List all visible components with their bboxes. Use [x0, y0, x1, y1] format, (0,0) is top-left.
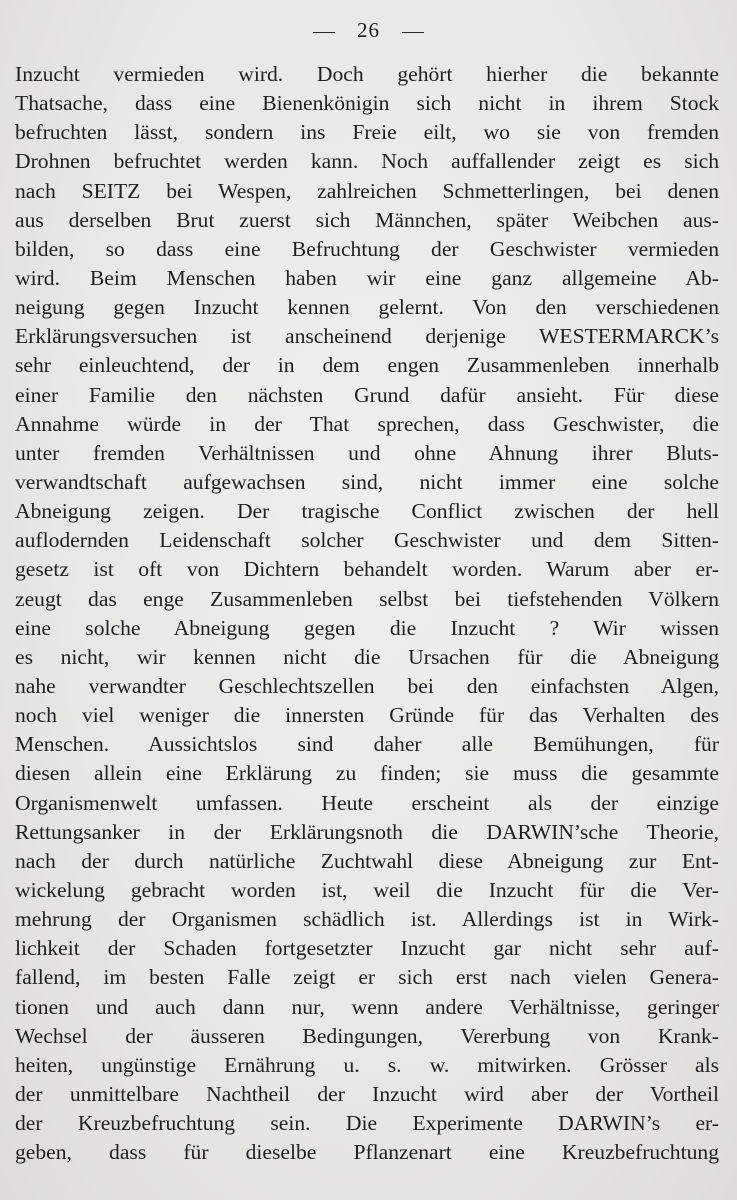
text-line: Inzucht vermieden wird. Doch gehört hierher die bekannte — [15, 62, 719, 86]
text-line: tionen und auch dann nur, wenn andere Verhältnisse, geringer — [15, 994, 719, 1019]
text-line: Organismenwelt umfassen. Heute erscheint als der einzige — [15, 790, 719, 815]
text-line: diesen allein eine Erklärung zu finden; sie muss die gesammte — [15, 761, 719, 786]
header-dash-right — [402, 32, 424, 33]
text-line: nach der durch natürliche Zuchtwahl diese Abneigung zur Ent- — [15, 848, 719, 873]
text-line: nahe verwandter Geschlechtszellen bei den einfachsten Algen, — [15, 673, 719, 698]
text-line: eine solche Abneigung gegen die Inzucht ? Wir wissen — [15, 615, 719, 640]
text-line: Rettungsanker in der Erklärungsnoth die DARWIN’sche Theorie, — [15, 819, 719, 844]
text-line: wickelung gebracht worden ist, weil die Inzucht für die Ver- — [15, 877, 719, 902]
text-line: Menschen. Aussichtslos sind daher alle Bemühungen, für — [15, 732, 719, 757]
text-line: der unmittelbare Nachtheil der Inzucht wird aber der Vortheil — [15, 1081, 719, 1106]
text-line: der Kreuzbefruchtung sein. Die Experimente DARWIN’s er- — [15, 1111, 719, 1136]
text-line: nach SEITZ bei Wespen, zahlreichen Schmetterlingen, bei denen — [15, 178, 719, 203]
text-line: noch viel weniger die innersten Gründe für das Verhalten des — [15, 703, 719, 728]
text-line: wird. Beim Menschen haben wir eine ganz allgemeine Ab- — [15, 265, 719, 290]
body-text — [15, 60, 719, 1167]
text-line: aus derselben Brut zuerst sich Männchen, später Weibchen aus- — [15, 207, 719, 232]
text-line: Wechsel der äusseren Bedingungen, Vererbung von Krank- — [15, 1023, 719, 1048]
page-header — [0, 18, 737, 43]
header-dash-left — [313, 32, 335, 33]
text-line: Annahme würde in der That sprechen, dass Geschwister, die — [15, 411, 719, 436]
text-line: zeugt das enge Zusammenleben selbst bei tiefstehenden Völkern — [15, 586, 719, 611]
text-line: bilden, so dass eine Befruchtung der Geschwister vermieden — [15, 236, 719, 261]
text-line: lichkeit der Schaden fortgesetzter Inzucht gar nicht sehr auf- — [15, 936, 719, 961]
text-line: verwandtschaft aufgewachsen sind, nicht immer eine solche — [15, 469, 719, 494]
text-line: unter fremden Verhältnissen und ohne Ahnung ihrer Bluts- — [15, 440, 719, 465]
text-line: fallend, im besten Falle zeigt er sich erst nach vielen Genera- — [15, 965, 719, 990]
text-line: auflodernden Leidenschaft solcher Geschwister und dem Sitten- — [15, 528, 719, 553]
text-line: es nicht, wir kennen nicht die Ursachen für die Abneigung — [15, 644, 719, 669]
text-line: einer Familie den nächsten Grund dafür ansieht. Für diese — [15, 382, 719, 407]
text-line: geben, dass für dieselbe Pflanzenart eine Kreuzbefruchtung — [15, 1140, 719, 1165]
text-line: Erklärungsversuchen ist anscheinend derjenige WESTERMARCK’s — [15, 324, 719, 349]
text-line: heiten, ungünstige Ernährung u. s. w. mitwirken. Grösser als — [15, 1052, 719, 1077]
text-line: Drohnen befruchtet werden kann. Noch auffallender zeigt es sich — [15, 149, 719, 174]
text-line: neigung gegen Inzucht kennen gelernt. Von den verschiedenen — [15, 295, 719, 320]
text-line: Abneigung zeigen. Der tragische Conflict zwischen der hell — [15, 499, 719, 524]
text-line: gesetz ist oft von Dichtern behandelt worden. Warum aber er- — [15, 557, 719, 582]
text-line: mehrung der Organismen schädlich ist. Allerdings ist in Wirk- — [15, 907, 719, 932]
text-line: Thatsache, dass eine Bienenkönigin sich nicht in ihrem Stock — [15, 91, 719, 116]
page-number: 26 — [357, 18, 380, 42]
text-line: befruchten lässt, sondern ins Freie eilt, wo sie von fremden — [15, 120, 719, 145]
text-line: sehr einleuchtend, der in dem engen Zusammenleben innerhalb — [15, 353, 719, 378]
